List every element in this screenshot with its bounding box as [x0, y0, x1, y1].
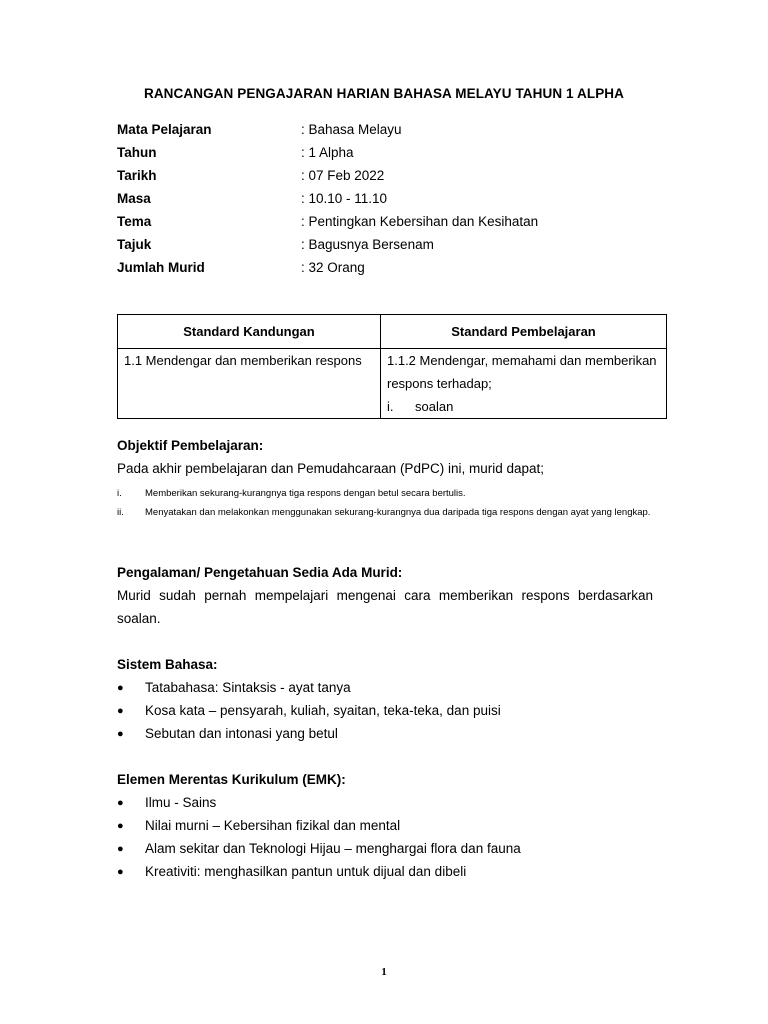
list-item-text: Memberikan sekurang-kurangnya tiga respons dengan betul secara bertulis. — [145, 488, 466, 499]
list-item — [117, 676, 653, 699]
info-label: Masa — [117, 191, 151, 206]
list-item-text: Kosa kata – pensyarah, kuliah, syaitan, teka-teka, dan puisi — [145, 703, 501, 718]
table-row — [118, 349, 667, 419]
info-label: Mata Pelajaran — [117, 122, 212, 137]
list-item — [117, 860, 653, 883]
list-item-text: Kreativiti: menghasilkan pantun untuk dijual dan dibeli — [145, 864, 467, 879]
list-item — [117, 503, 653, 522]
list-item — [117, 722, 653, 745]
info-value: : Bagusnya Bersenam — [301, 237, 434, 252]
bullet-icon: ● — [117, 727, 124, 740]
info-value: : 32 Orang — [301, 260, 365, 275]
list-item — [117, 699, 653, 722]
info-value: : Pentingkan Kebersihan dan Kesihatan — [301, 214, 539, 229]
bullet-icon: ● — [117, 681, 124, 694]
info-value: : Bahasa Melayu — [301, 122, 402, 137]
list-item-text: Menyatakan dan melakonkan menggunakan sekurang-kurangnya dua daripada tiga respons dengan ayat yang lengkap. — [145, 507, 651, 518]
bullet-icon: ● — [117, 796, 124, 809]
section-heading: Sistem Bahasa: — [117, 657, 218, 672]
info-row-students — [117, 256, 677, 279]
cell-standard-kandungan: 1.1 Mendengar dan memberikan respons — [118, 349, 381, 419]
page-number: 1 — [381, 966, 387, 978]
standard-table — [117, 314, 667, 419]
list-item — [117, 814, 653, 837]
section-sistem-bahasa — [117, 657, 653, 745]
info-value: : 07 Feb 2022 — [301, 168, 385, 183]
table-header-row — [118, 315, 667, 349]
bullet-icon: ● — [117, 819, 124, 832]
objektif-intro: Pada akhir pembelajaran dan Pemudahcaraan (PdPC) ini, murid dapat; — [117, 461, 544, 476]
info-row-time — [117, 187, 677, 210]
info-row-date — [117, 164, 677, 187]
info-row-year — [117, 141, 677, 164]
info-label: Tarikh — [117, 168, 157, 183]
header-standard-pembelajaran: Standard Pembelajaran — [381, 315, 667, 349]
emk-list — [117, 791, 653, 883]
info-label: Tahun — [117, 145, 157, 160]
section-emk — [117, 772, 653, 883]
section-heading: Objektif Pembelajaran: — [117, 438, 264, 453]
lesson-info — [117, 118, 677, 279]
bullet-icon: ● — [117, 842, 124, 855]
document-title: RANCANGAN PENGAJARAN HARIAN BAHASA MELAYU TAHUN 1 ALPHA — [143, 86, 625, 101]
header-standard-kandungan: Standard Kandungan — [118, 315, 381, 349]
info-value: : 1 Alpha — [301, 145, 354, 160]
list-item-number: ii. — [117, 507, 124, 518]
info-label: Tema — [117, 214, 152, 229]
pembelajaran-sub-item — [387, 395, 660, 418]
list-item-text: Alam sekitar dan Teknologi Hijau – menghargai flora dan fauna — [145, 841, 521, 856]
objektif-list — [117, 484, 653, 522]
section-pengalaman — [117, 565, 653, 630]
info-value: : 10.10 - 11.10 — [301, 191, 388, 206]
section-heading: Elemen Merentas Kurikulum (EMK): — [117, 772, 346, 787]
section-heading: Pengalaman/ Pengetahuan Sedia Ada Murid: — [117, 565, 403, 580]
cell-standard-pembelajaran — [381, 349, 667, 419]
pengalaman-text: Murid sudah pernah mempelajari mengenai cara memberikan respons berdasarkan soalan. — [117, 588, 653, 626]
list-item-text: Ilmu - Sains — [145, 795, 217, 810]
info-row-subject — [117, 118, 677, 141]
list-item-text: Nilai murni – Kebersihan fizikal dan mental — [145, 818, 401, 833]
list-item — [117, 791, 653, 814]
list-item-number: i. — [117, 488, 122, 499]
list-item-text: Tatabahasa: Sintaksis - ayat tanya — [145, 680, 351, 695]
info-label: Tajuk — [117, 237, 152, 252]
sub-item-text: soalan — [415, 399, 454, 414]
sistem-bahasa-list — [117, 676, 653, 745]
list-item — [117, 484, 653, 503]
info-row-topic — [117, 233, 677, 256]
bullet-icon: ● — [117, 704, 124, 717]
list-item-text: Sebutan dan intonasi yang betul — [145, 726, 338, 741]
pembelajaran-main-text: 1.1.2 Mendengar, memahami dan memberikan respons terhadap; — [387, 353, 657, 391]
section-objektif — [117, 438, 653, 522]
info-label: Jumlah Murid — [117, 260, 205, 275]
bullet-icon: ● — [117, 865, 124, 878]
info-row-theme — [117, 210, 677, 233]
list-item — [117, 837, 653, 860]
sub-item-number: i. — [387, 399, 394, 414]
